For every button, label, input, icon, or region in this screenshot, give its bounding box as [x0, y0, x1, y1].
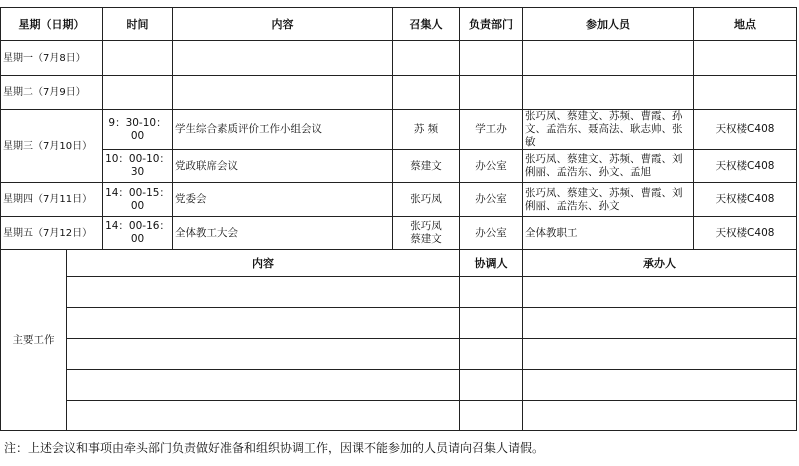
header-day: 星期（日期）: [1, 8, 103, 41]
empty-cell: [523, 339, 797, 370]
empty-cell: [67, 401, 460, 431]
empty-cell: [523, 41, 694, 76]
header-time: 时间: [103, 8, 173, 41]
meeting-participants: 全体教职工: [523, 217, 694, 250]
meeting-time: 14：00-16：00: [103, 217, 173, 250]
empty-cell: [103, 41, 173, 76]
meeting-convener: 张巧凤: [393, 183, 460, 217]
meeting-location: 天权楼C408: [694, 217, 797, 250]
table-row: [1, 308, 797, 339]
table-row: [1, 183, 797, 217]
empty-cell: [67, 370, 460, 401]
meeting-convener: 苏 频: [393, 110, 460, 150]
empty-cell: [694, 76, 797, 110]
empty-cell: [460, 308, 523, 339]
table-row: [1, 41, 797, 76]
empty-cell: [460, 76, 523, 110]
meeting-participants: 张巧凤、蔡建文、苏频、曹霞、刘俐丽、孟浩东、孙文: [523, 183, 694, 217]
table-row: [1, 339, 797, 370]
meeting-department: 办公室: [460, 183, 523, 217]
day-friday: 星期五（7月12日）: [1, 217, 103, 250]
empty-cell: [460, 277, 523, 308]
meeting-location: 天权楼C408: [694, 150, 797, 183]
meeting-participants: 张巧凤、蔡建文、苏频、曹霞、刘俐丽、孟浩东、孙文、孟旭: [523, 150, 694, 183]
main-work-header-row: [1, 250, 797, 277]
convener-line: 张巧凤: [410, 220, 442, 232]
header-department: 负责部门: [460, 8, 523, 41]
meeting-time: 10：00-10：30: [103, 150, 173, 183]
table-row: [1, 217, 797, 250]
empty-cell: [173, 41, 393, 76]
table-row: [1, 110, 797, 150]
empty-cell: [523, 308, 797, 339]
footer-note: 注：上述会议和事项由牵头部门负责做好准备和组织协调工作，因课不能参加的人员请向召集人请假。: [4, 441, 545, 455]
meeting-time: 14：00-15：00: [103, 183, 173, 217]
empty-cell: [103, 76, 173, 110]
table-row: [1, 370, 797, 401]
empty-cell: [523, 277, 797, 308]
day-monday: 星期一（7月8日）: [1, 41, 103, 76]
weekly-schedule-table: [0, 7, 797, 431]
empty-cell: [67, 308, 460, 339]
empty-cell: [460, 401, 523, 431]
header-row: [1, 8, 797, 41]
main-work-col-undertaker: 承办人: [523, 250, 797, 277]
main-work-col-content: 内容: [67, 250, 460, 277]
empty-cell: [523, 370, 797, 401]
table-row: [1, 76, 797, 110]
empty-cell: [393, 76, 460, 110]
header-content: 内容: [173, 8, 393, 41]
header-participants: 参加人员: [523, 8, 694, 41]
empty-cell: [460, 339, 523, 370]
header-location: 地点: [694, 8, 797, 41]
empty-cell: [460, 370, 523, 401]
meeting-department: 办公室: [460, 150, 523, 183]
meeting-location: 天权楼C408: [694, 110, 797, 150]
empty-cell: [67, 277, 460, 308]
meeting-department: 学工办: [460, 110, 523, 150]
convener-line: 蔡建文: [410, 233, 442, 245]
meeting-convener: [393, 217, 460, 250]
meeting-content: 党委会: [173, 183, 393, 217]
empty-cell: [393, 41, 460, 76]
day-tuesday: 星期二（7月9日）: [1, 76, 103, 110]
empty-cell: [523, 401, 797, 431]
meeting-content: 党政联席会议: [173, 150, 393, 183]
empty-cell: [523, 76, 694, 110]
day-wednesday: 星期三（7月10日）: [1, 110, 103, 183]
table-row: [1, 150, 797, 183]
meeting-participants: 张巧凤、蔡建文、苏频、曹霞、孙文、孟浩东、聂高法、耿志帅、张敏: [523, 110, 694, 150]
day-thursday: 星期四（7月11日）: [1, 183, 103, 217]
table-row: [1, 277, 797, 308]
meeting-time: 9：30-10：00: [103, 110, 173, 150]
empty-cell: [67, 339, 460, 370]
main-work-col-coordinator: 协调人: [460, 250, 523, 277]
meeting-location: 天权楼C408: [694, 183, 797, 217]
header-convener: 召集人: [393, 8, 460, 41]
main-work-label: 主要工作: [1, 250, 67, 431]
meeting-department: 办公室: [460, 217, 523, 250]
meeting-convener: 蔡建文: [393, 150, 460, 183]
empty-cell: [460, 41, 523, 76]
meeting-content: 全体教工大会: [173, 217, 393, 250]
empty-cell: [694, 41, 797, 76]
table-row: [1, 401, 797, 431]
meeting-content: 学生综合素质评价工作小组会议: [173, 110, 393, 150]
empty-cell: [173, 76, 393, 110]
